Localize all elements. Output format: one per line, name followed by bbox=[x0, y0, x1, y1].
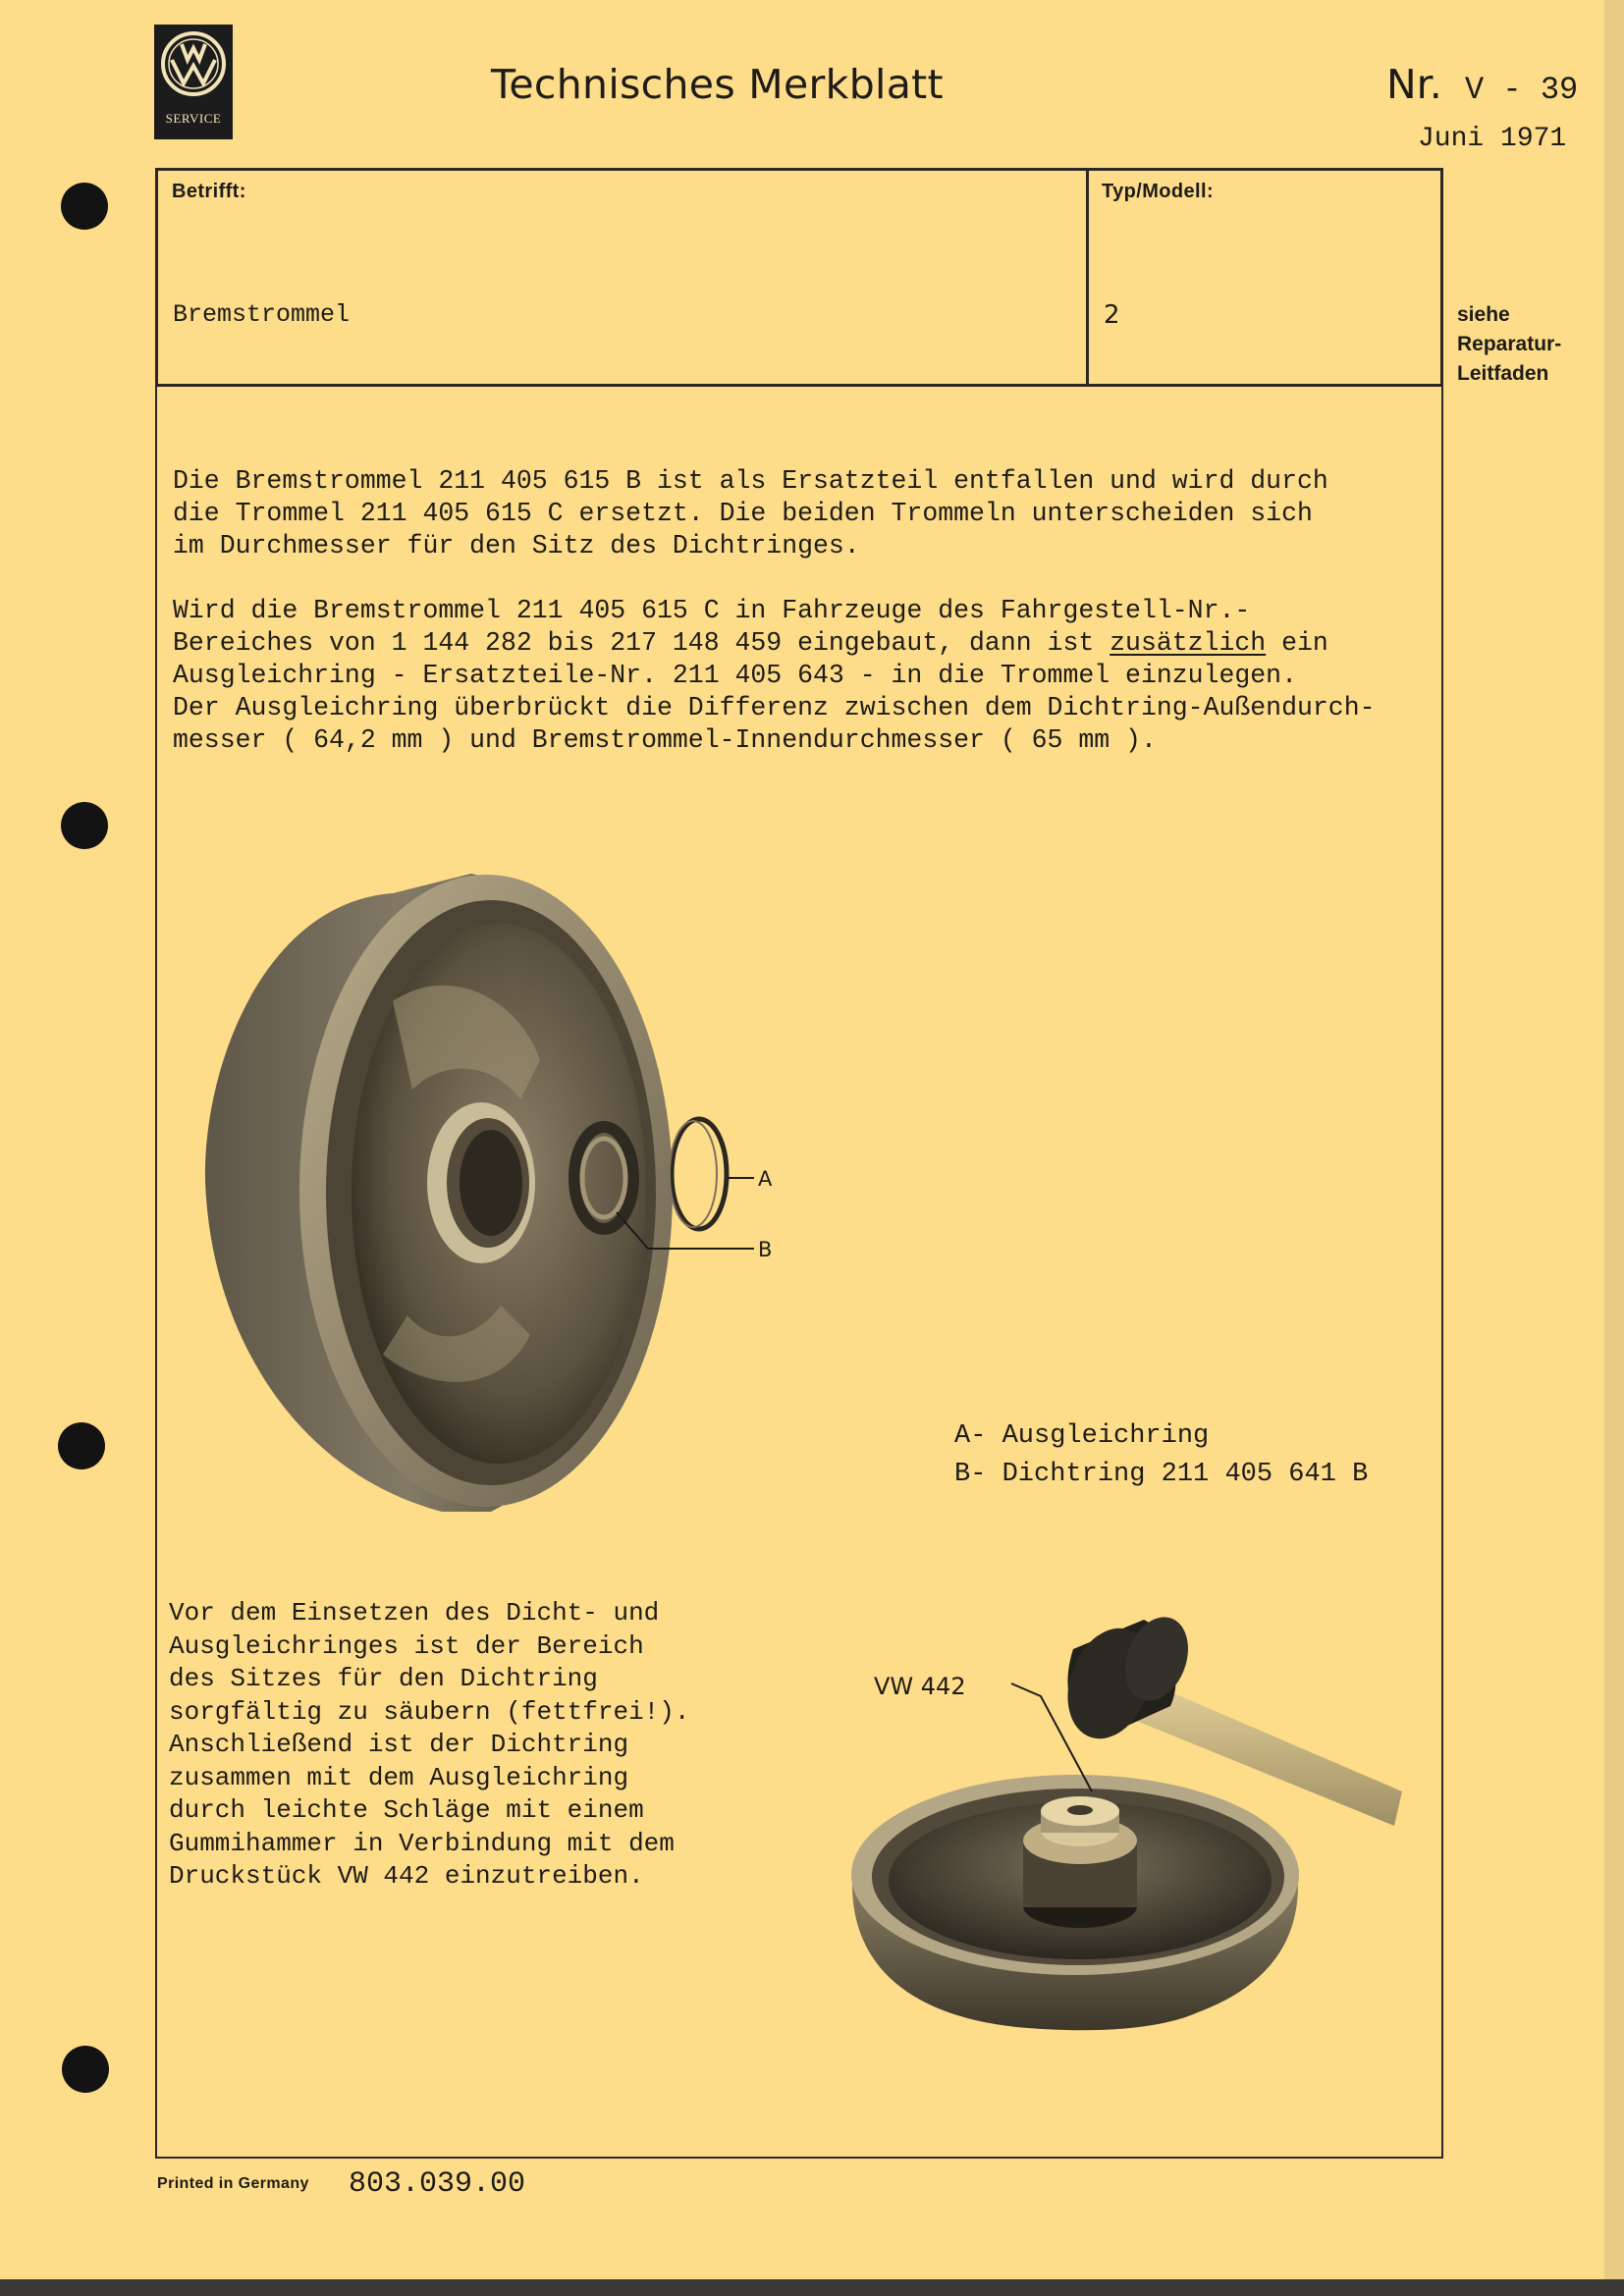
text-line: Ausgleichring - Ersatzteile-Nr. 211 405 643 - in die Trommel einzulegen. bbox=[173, 661, 1297, 690]
text-line: Anschließend ist der Dichtring bbox=[169, 1730, 629, 1759]
legend-item: A- Ausgleichring bbox=[954, 1421, 1210, 1451]
binder-hole bbox=[58, 1422, 105, 1469]
side-note-line: Leitfaden bbox=[1457, 362, 1549, 385]
text-line: messer ( 64,2 mm ) und Bremstrommel-Innendurchmesser ( 65 mm ). bbox=[173, 725, 1157, 755]
betrifft-label: Betrifft: bbox=[172, 181, 246, 202]
logo-service-text: SERVICE bbox=[165, 111, 222, 126]
printed-in-germany: Printed in Germany bbox=[157, 2175, 309, 2192]
text-line: Vor dem Einsetzen des Dicht- und bbox=[169, 1598, 660, 1628]
text-segment: ein bbox=[1266, 628, 1328, 658]
side-note-reference bbox=[1457, 300, 1561, 389]
text-line: des Sitzes für den Dichtring bbox=[169, 1664, 598, 1693]
text-line: im Durchmesser für den Sitz des Dichtringes. bbox=[173, 531, 860, 561]
brake-drum-photo bbox=[196, 844, 805, 1531]
paragraph-replacement bbox=[173, 465, 1328, 562]
document-title: Technisches Merkblatt bbox=[491, 61, 944, 108]
vw-emblem-icon bbox=[160, 30, 227, 97]
typ-modell-label: Typ/Modell: bbox=[1102, 181, 1215, 202]
callout-b-label: B bbox=[758, 1238, 773, 1261]
page-bottom-edge bbox=[0, 2279, 1624, 2296]
text-line: Ausgleichringes ist der Bereich bbox=[169, 1630, 644, 1661]
text-line: Gummihammer in Verbindung mit dem bbox=[169, 1828, 675, 1858]
text-line: sorgfältig zu säubern (fettfrei!). bbox=[169, 1696, 690, 1727]
form-order-number: 803.039.00 bbox=[349, 2167, 526, 2201]
text-line bbox=[173, 627, 1376, 660]
tool-vw442-label: VW 442 bbox=[874, 1673, 966, 1700]
vw-service-logo bbox=[154, 25, 233, 139]
text-line: durch leichte Schläge mit einem bbox=[169, 1795, 644, 1825]
text-segment: Bereiches von 1 144 282 bis 217 148 459 eingebaut, dann ist bbox=[173, 628, 1110, 658]
subject-table-border bbox=[155, 168, 1443, 387]
subject-table-divider bbox=[1086, 168, 1089, 386]
legend-item: B- Dichtring 211 405 641 B bbox=[954, 1460, 1369, 1489]
callout-a-label: A bbox=[758, 1167, 773, 1191]
binder-hole bbox=[61, 183, 108, 230]
text-line: Die Bremstrommel 211 405 615 B ist als Ersatzteil entfallen und wird durch bbox=[173, 466, 1328, 496]
binder-hole bbox=[61, 802, 108, 849]
text-line: Wird die Bremstrommel 211 405 615 C in Fahrzeuge des Fahrgestell-Nr.- bbox=[173, 596, 1251, 625]
document-number-label: Nr. bbox=[1386, 61, 1442, 108]
typ-modell-value: 2 bbox=[1104, 300, 1120, 330]
document-date: Juni 1971 bbox=[1418, 124, 1567, 154]
page-edge-shadow bbox=[1604, 0, 1624, 2296]
paragraph-compensation-ring bbox=[173, 595, 1376, 757]
text-line: Druckstück VW 442 einzutreiben. bbox=[169, 1861, 644, 1891]
figure-legend bbox=[954, 1417, 1368, 1494]
paragraph-installation-instructions bbox=[169, 1597, 690, 1894]
document-number: V - 39 bbox=[1465, 72, 1579, 108]
emphasis-underlined: zusätzlich bbox=[1110, 628, 1267, 658]
text-line: Der Ausgleichring überbrückt die Differenz zwischen dem Dichtring-Außendurch- bbox=[173, 693, 1376, 722]
text-line: zusammen mit dem Ausgleichring bbox=[169, 1762, 629, 1792]
drum-with-hammer-photo bbox=[844, 1590, 1414, 2042]
side-note-line: siehe bbox=[1457, 303, 1510, 326]
side-note-line: Reparatur- bbox=[1457, 333, 1562, 355]
text-line: die Trommel 211 405 615 C ersetzt. Die beiden Trommeln unterscheiden sich bbox=[173, 499, 1313, 528]
binder-hole bbox=[62, 2046, 109, 2093]
betrifft-value: Bremstrommel bbox=[173, 300, 351, 329]
